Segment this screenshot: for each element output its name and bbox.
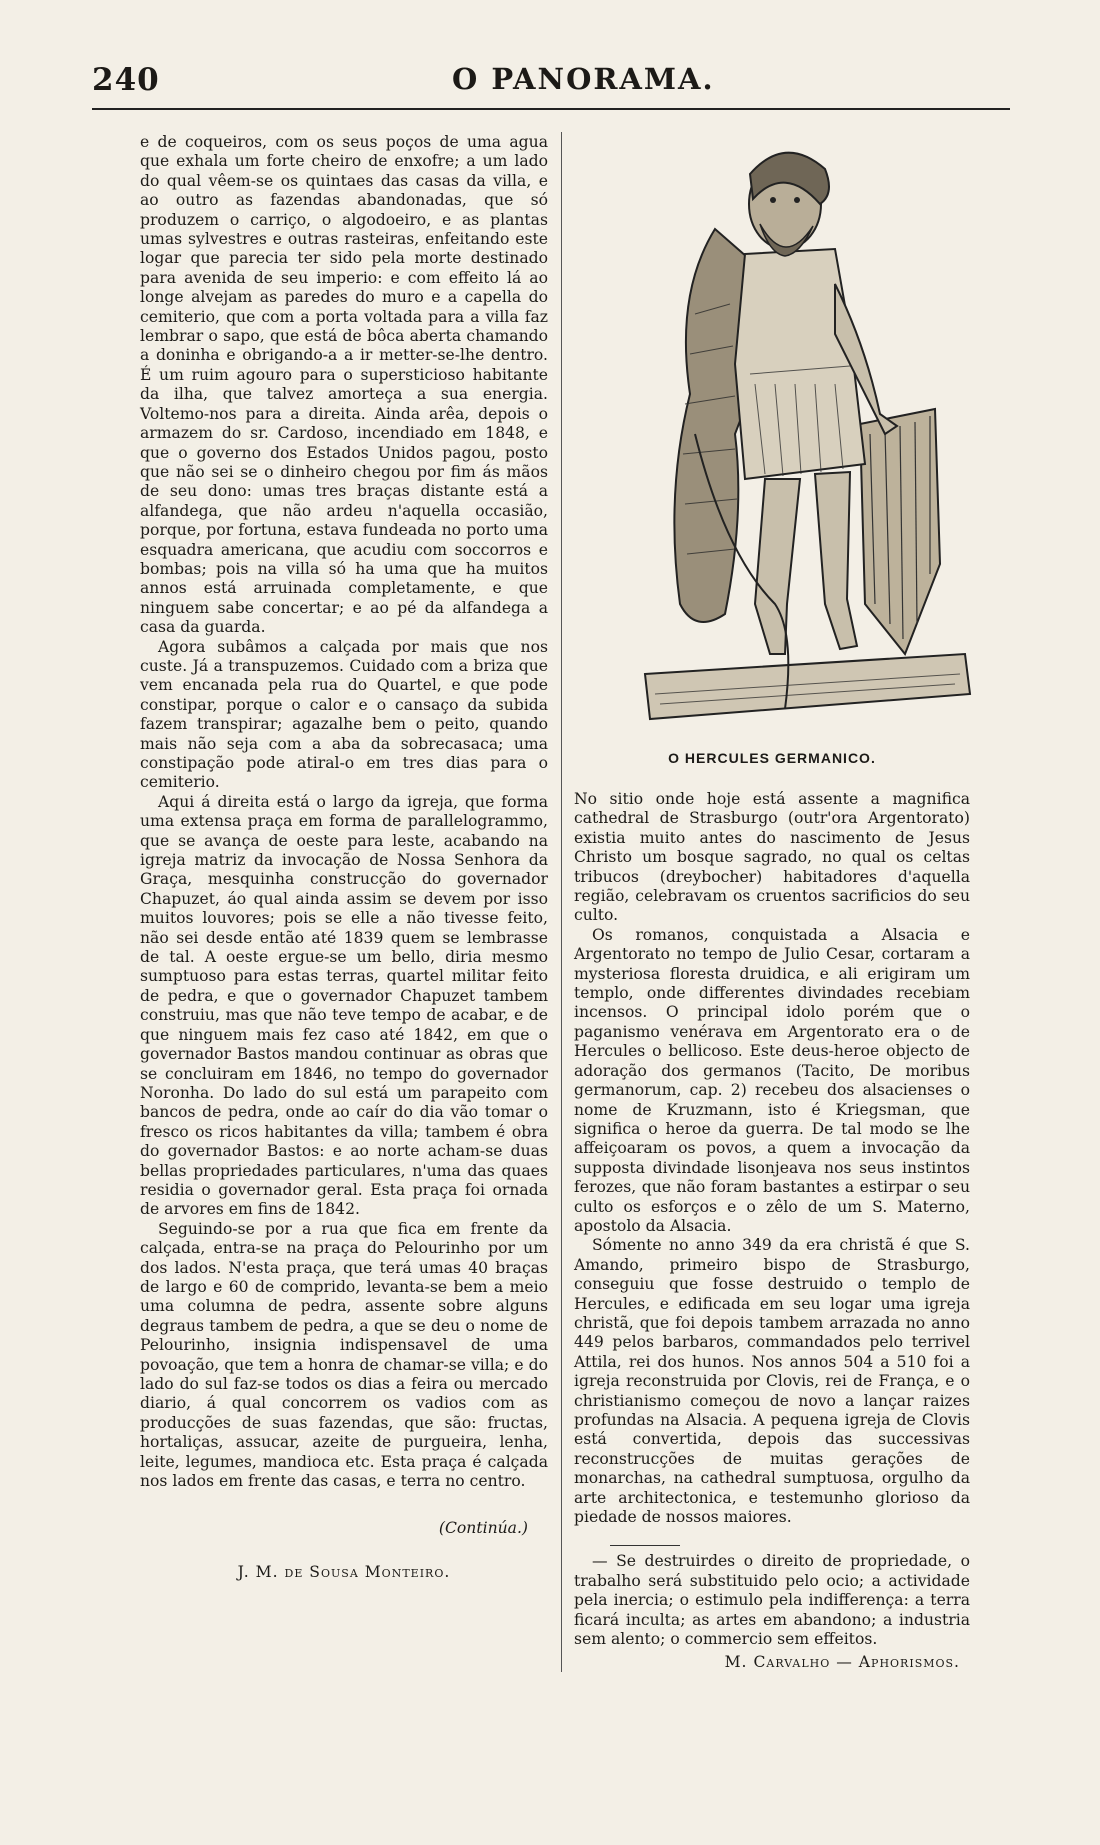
quote-rule <box>610 1545 680 1546</box>
hercules-engraving <box>635 134 975 724</box>
paragraph: Sómente no anno 349 da era christã é que S. Amando, primeiro bispo de Strasburgo, conseguiu que fosse destruido o templo de Hercules, e edificada em seu logar uma igreja christã, que foi depois tambem arrazada no anno 449 pelos barbaros, commandados pelo terrivel Attila, rei dos hunos. Nos annos 504 a 510 foi a igreja reconstruida por Clovis, rei de França, e o christianismo começou de novo a lançar raizes profundas na Alsacia. A pequena igreja de Clovis está convertida, depois das successivas reconstrucções de muitas gerações de monarchas, na cathedral sumptuosa, orgulho da arte architectonica, e testemunho glorioso da piedade de nossos maiores. <box>574 1236 970 1527</box>
page-number: 240 <box>92 62 160 98</box>
paragraph: No sitio onde hoje está assente a magnifica cathedral de Strasburgo (outr'ora Argentorato) existia muito antes do nascimento de Jesus Christo um bosque sagrado, no qual os celtas tribucos (dreybocher) habitadores d'aquella região, celebravam os cruentos sacrificios do seu culto. <box>574 790 970 925</box>
aphorism-quote: — Se destruirdes o direito de propriedade, o trabalho será substituido pelo ocio; a actividade pela inercia; o estimulo pela indifferença: a terra ficará inculta; as artes em abandono; a industria sem alento; o commercio sem effeitos. <box>574 1552 970 1649</box>
figure-caption: O HERCULES GERMANICO. <box>668 750 876 766</box>
running-title: O PANORAMA. <box>452 62 715 96</box>
paragraph: Os romanos, conquistada a Alsacia e Argentorato no tempo de Julio Cesar, cortaram a mysteriosa floresta druidica, e ali erigiram um templo, onde differentes divindades recebiam incensos. O principal idolo porém que o paganismo venérava em Argentorato era o de Hercules o bellicoso. Este deus-heroe objecto de adoração dos germanos (Tacito, De moribus germanorum, cap. 2) recebeu dos alsacienses o nome de Kruzmann, isto é Kriegsman, que significa o heroe da guerra. De tal modo se lhe affeiçoaram os povos, a quem a invocação da supposta divindade lisonjeava nos seus instintos ferozes, que não foram bastantes a estirpar o seu culto os esforços e o zêlo de um S. Materno, apostolo da Alsacia. <box>574 925 970 1235</box>
page-header <box>92 58 1010 108</box>
continua-note: (Continúa.) <box>438 1519 528 1538</box>
paragraph: e de coqueiros, com os seus poços de uma agua que exhala um forte cheiro de enxofre; a um lado do qual vêem-se os quintaes das casas da villa, e ao outro as fazendas abandonadas, que só produzem o carriço, o algodoeiro, e as plantas umas sylvestres e outras rasteiras, enfeitando este logar que parecia ter sido pela morte destinado para avenida de seu imperio: e com effeito lá ao longe alvejam as paredes do muro e a capella do cemiterio, que com a porta voltada para a villa faz lembrar o sapo, que está de bôca aberta chamando a doninha e obrigando-a a ir metter-se-lhe dentro. É um ruim agouro para o supersticioso habitante da ilha, que talvez amorteça a sua energia. Voltemo-nos para a direita. Ainda arêa, depois o armazem do sr. Cardoso, incendiado em 1848, e que o governo dos Estados Unidos pagou, posto que não sei se o dinheiro chegou por fim ás mãos de seu dono: umas tres braças distante está a alfandega, que não ardeu n'aquella occasião, porque, por fortuna, estava fundeada no porto uma esquadra americana, que acudiu com soccorros e bombas; pois na villa só ha uma que ha muitos annos está arruinada completamente, e que ninguem sabe concertar; e ao pé da alfandega a casa da guarda. <box>140 133 548 637</box>
author-signature: J. M. de Sousa Monteiro. <box>237 1562 451 1581</box>
paragraph: Aqui á direita está o largo da igreja, que forma uma extensa praça em forma de parallelogrammo, que se avança de oeste para leste, acabando na igreja matriz da invocação de Nossa Senhora da Graça, mesquinha construcção do governador Chapuzet, áo qual ainda assim se devem por isso muitos louvores; pois se elle a não tivesse feito, não sei desde então até 1839 quem se lembrasse de tal. A oeste ergue-se um bello, diria mesmo sumptuoso para estas terras, quartel militar feito de pedra, e que o governador Chapuzet tambem construiu, mas que não teve tempo de acabar, e de que ninguem mais fez caso até 1842, em que o governador Bastos mandou continuar as obras que se concluiram em 1846, no tempo do governador Noronha. Do lado do sul está um parapeito com bancos de pedra, onde ao caír do dia vão tomar o fresco os ricos habitantes da villa; tambem é obra do governador Bastos: e ao norte acham-se duas bellas propriedades particulares, n'uma das quaes residia o governador geral. Esta praça foi ornada de arvores em fins de 1842. <box>140 792 548 1219</box>
left-column <box>140 133 548 1582</box>
quote-author: M. Carvalho — Aphorismos. <box>724 1653 960 1672</box>
column-divider <box>561 132 562 1672</box>
header-rule <box>92 108 1010 110</box>
right-column <box>574 790 970 1673</box>
paragraph: Seguindo-se por a rua que fica em frente da calçada, entra-se na praça do Pelourinho por um dos lados. N'esta praça, que terá umas 40 braças de largo e 60 de comprido, levanta-se bem a meio uma columna de pedra, assente sobre alguns degraus tambem de pedra, a que se deu o nome de Pelourinho, insignia indispensavel de uma povoação, que tem a honra de chamar-se villa; e do lado do sul faz-se todos os dias a feira ou mercado diario, á qual concorrem os vadios com as producções de suas fazendas, que são: fructas, hortaliças, assucar, azeite de purgueira, lenha, leite, legumes, mandioca etc. Esta praça é calçada nos lados em frente das casas, e terra no centro. <box>140 1219 548 1491</box>
paragraph: Agora subâmos a calçada por mais que nos custe. Já a transpuzemos. Cuidado com a briza que vem encanada pela rua do Quartel, e que pode constipar, porque o calor e o cansaço da subida fazem transpirar; agazalhe bem o peito, quando mais não seja com a aba da sobrecasaca; uma constipação pode atiral-o em tres dias para o cemiterio. <box>140 637 548 792</box>
